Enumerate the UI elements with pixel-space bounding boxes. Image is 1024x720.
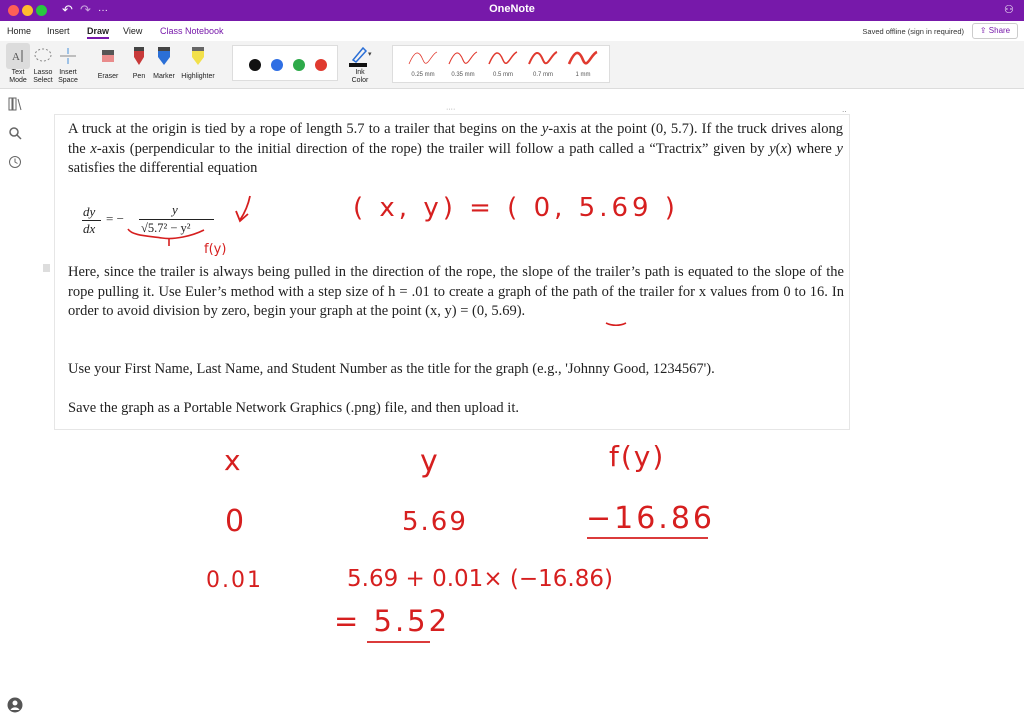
save-status: Saved offline (sign in required): [862, 27, 964, 36]
container-move-handle[interactable]: ····: [446, 106, 456, 113]
ink-f0: −16.86: [586, 501, 716, 536]
notifications-icon[interactable]: ⚇: [1004, 4, 1014, 16]
text-mode-label-1: Text: [11, 69, 25, 76]
lasso-label-2: Select: [33, 77, 53, 84]
text-mode-label-2: Mode: [9, 77, 27, 84]
pen-size-label: 0.5 mm: [492, 72, 513, 78]
ink-fy-label: f(y): [204, 242, 227, 257]
redo-icon[interactable]: ↷: [80, 2, 91, 17]
ink-color-label-1: Ink: [355, 69, 365, 76]
pen-size-label: 0.25 mm: [411, 72, 435, 78]
eraser-label: Eraser: [97, 73, 119, 80]
pen-size-label: 1 mm: [575, 72, 591, 78]
eq-numerator: y: [172, 202, 178, 217]
pen-size-label: 0.7 mm: [532, 72, 553, 78]
insert-space-label-2: Space: [58, 77, 78, 84]
undo-icon[interactable]: ↶: [62, 2, 73, 17]
ink-x1: 0.01: [206, 568, 263, 593]
svg-text:▾: ▾: [368, 51, 372, 58]
ink-col-f: f(y): [609, 440, 666, 473]
ink-y0: 5.69: [402, 507, 468, 537]
problem-paragraph-3: Use your First Name, Last Name, and Student Number as the title for the graph (e.g., 'Johnny Good, 1234567').: [68, 361, 715, 377]
ink-x0: 0: [225, 504, 245, 539]
ink-y1-result: = 5.52: [334, 604, 451, 638]
share-label: Share: [988, 26, 1011, 35]
tab-view[interactable]: View: [123, 26, 143, 36]
pen-label: Pen: [132, 73, 146, 80]
ink-col-y: y: [420, 444, 438, 479]
ink-color-label-2: Color: [351, 77, 369, 84]
eq-dy: dy: [83, 204, 96, 219]
eq-equals-minus: = −: [106, 211, 124, 226]
lasso-label-1: Lasso: [33, 69, 53, 76]
ink-brace: [128, 229, 204, 239]
problem-paragraph-1: A truck at the origin is tied by a rope of length 5.7 to a trailer that begins on the y-axis at the point (0, 5.7). If the truck drives along the x-axis (perpendicular to the initial direction of the rope) the trailer will follow a path called a “Tractrix” given by y(x) where y satisfies the differential equation: [68, 121, 843, 176]
tab-insert[interactable]: Insert: [47, 26, 70, 36]
insert-space-label-1: Insert: [59, 69, 77, 76]
problem-paragraph-4: Save the graph as a Portable Network Graphics (.png) file, and then upload it.: [68, 400, 519, 416]
ink-underline-h: [606, 323, 626, 325]
svg-text:A: A: [12, 51, 20, 63]
tab-class-notebook[interactable]: Class Notebook: [160, 26, 224, 36]
eq-dx: dx: [83, 221, 96, 236]
marker-label: Marker: [153, 73, 175, 80]
ink-point: ( x, y) = ( 0, 5.69 ): [353, 193, 679, 223]
more-options-icon[interactable]: ···: [98, 5, 108, 16]
share-icon: ⇪: [979, 26, 987, 35]
app-title: OneNote: [489, 3, 535, 15]
tab-draw[interactable]: Draw: [87, 26, 109, 39]
ink-y1-expression: 5.69 + 0.01× (−16.86): [347, 566, 613, 592]
tab-home[interactable]: Home: [7, 26, 32, 36]
ink-col-x: x: [224, 444, 241, 477]
eq-denominator: √5.7² − y²: [141, 221, 191, 235]
problem-paragraph-2: Here, since the trailer is always being pulled in the direction of the rope, the slope of the trailer’s path is equated to the slope of the rope pulling it. Use Euler’s method with a step size of h = .01 to create a graph of the path of the trailer for x values from 0 to 16. In order to avoid division by zero, begin your graph at the point (x, y) = (0, 5.69).: [68, 264, 844, 319]
pen-size-label: 0.35 mm: [451, 72, 475, 78]
container-resize-handle[interactable]: ‥: [842, 107, 847, 114]
highlighter-label: Highlighter: [181, 73, 215, 80]
